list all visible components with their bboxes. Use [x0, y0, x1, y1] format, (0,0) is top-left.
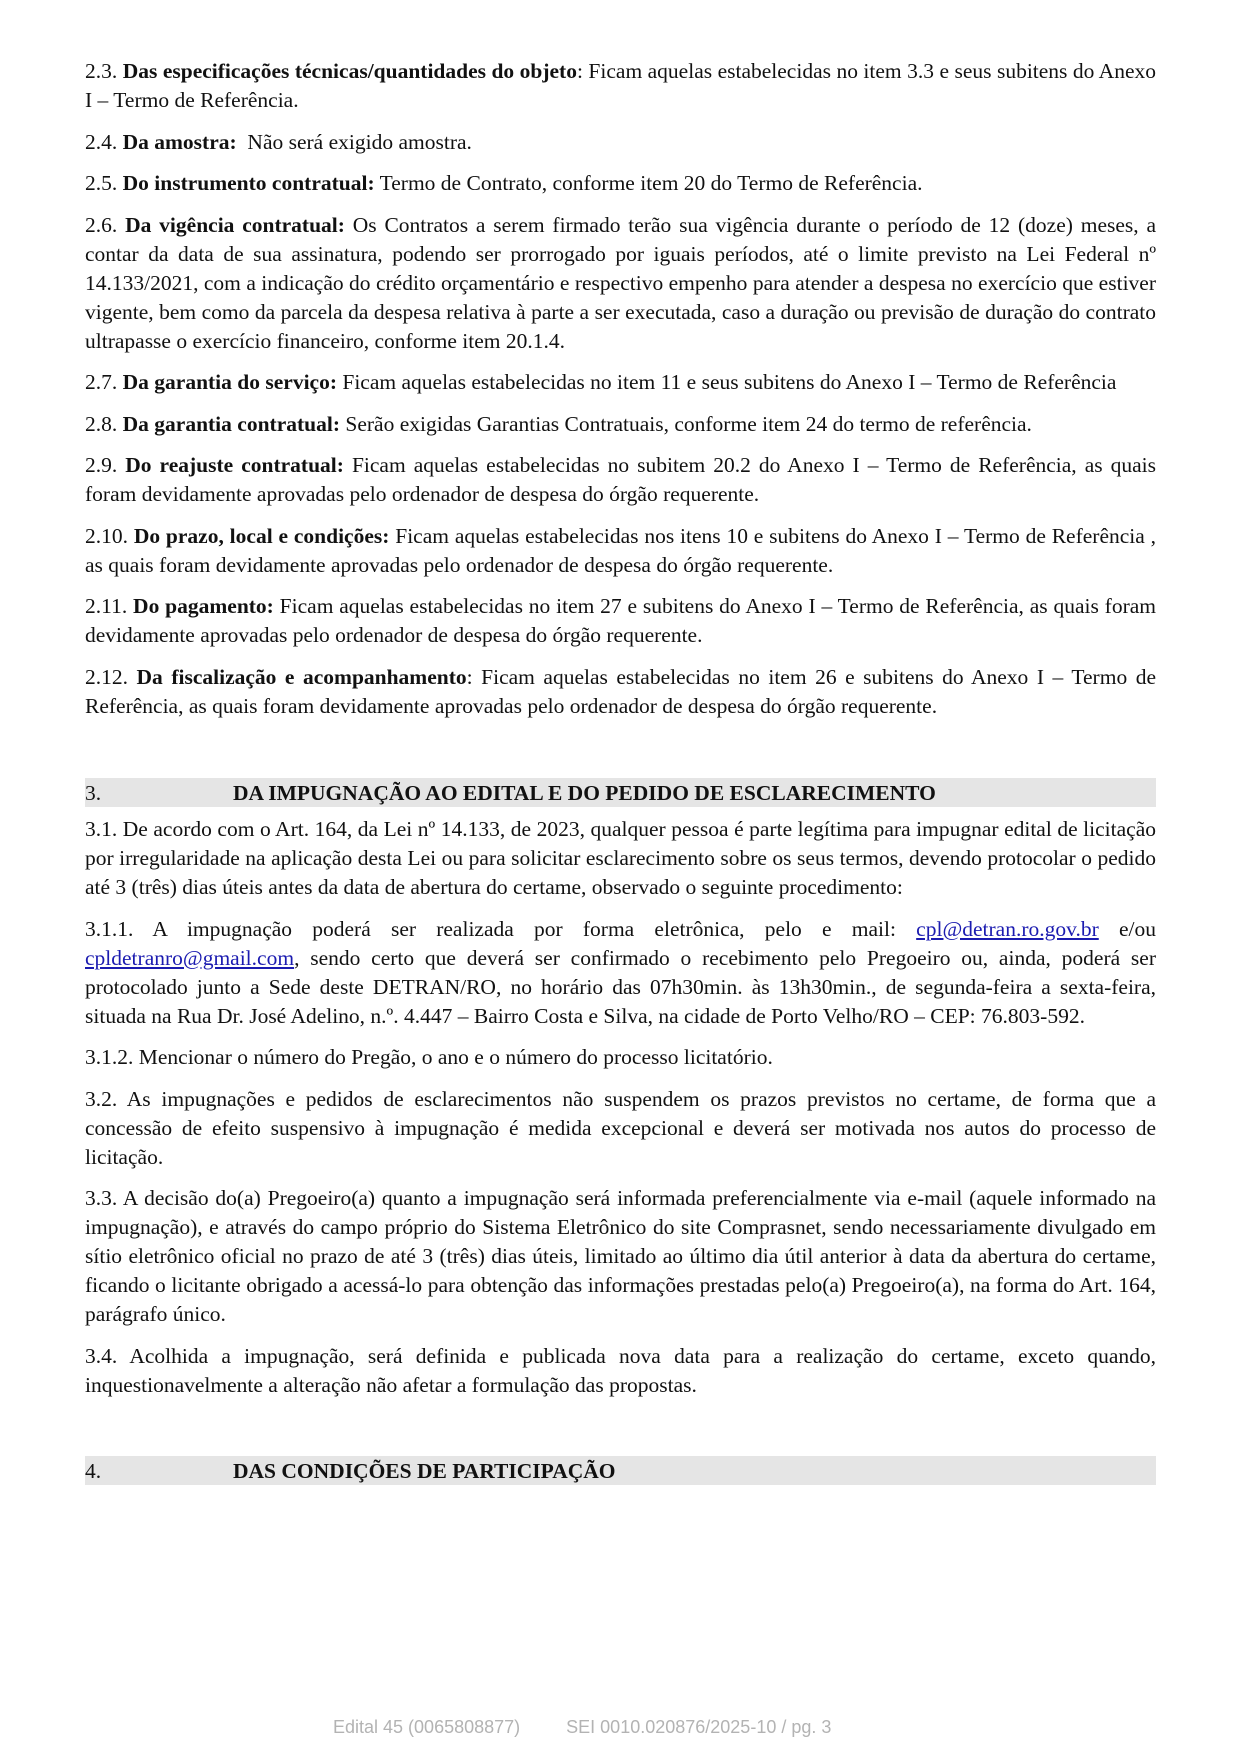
clause-text: Serão exigidas Garantias Contratuais, conforme item 24 do termo de referência. [340, 411, 1032, 436]
section-number: 3. [85, 781, 102, 805]
clause-heading: Do pagamento: [133, 594, 274, 618]
clause-text: 3.1.1. A impugnação poderá ser realizada por forma eletrônica, pelo e mail: [85, 916, 917, 941]
clause-2-3 [85, 57, 1156, 115]
clause-3-3: 3.3. A decisão do(a) Pregoeiro(a) quanto a impugnação será informada preferencialmente via e-mail (aquele informado na impugnação), e através do campo próprio do Sistema Eletrônico do site Comprasnet, sendo necessariamente divulgado em sítio eletrônico oficial no prazo de até 3 (três) dias úteis, limitado ao último dia útil anterior à data da abertura do certame, ficando o licitante obrigado a acessá-lo para obtenção das informações prestadas pelo(a) Pregoeiro(a), na forma do Art. 164, parágrafo único. [85, 1186, 1156, 1326]
clause-heading: Da garantia contratual: [122, 411, 340, 436]
clause-number: 2.9. [85, 453, 118, 477]
clause-number: 2.7. [85, 370, 118, 394]
clause-heading: Da garantia do serviço: [122, 370, 337, 394]
clause-text: Ficam aquelas estabelecidas no item 3.3 e seus subitens do Anexo I – Termo de Referência. [85, 59, 1156, 112]
email-link-gmail[interactable]: cpldetranro@gmail.com [85, 945, 295, 970]
clause-heading: Do reajuste contratual: [125, 453, 344, 477]
clause-2-11 [85, 592, 1156, 650]
section-3-heading [85, 778, 1156, 807]
clause-sep: : [576, 59, 583, 83]
clause-text: Ficam aquelas estabelecidas no item 26 e subitens do Anexo I – Termo de Referência, as quais foram devidamente aprovadas pelo ordenador de despesa do órgão requerente. [85, 664, 1157, 718]
clause-number: 2.12. [85, 664, 128, 689]
footer-document-reference: Edital 45 (0065808877) [333, 1717, 521, 1737]
clause-text: Ficam aquelas estabelecidas nos itens 10 e subitens do Anexo I – Termo de Referência , as quais foram devidamente aprovadas pelo ordenador de despesa do órgão requerente. [85, 523, 1156, 577]
clause-heading: Da amostra: [122, 129, 237, 154]
clause-2-6 [85, 211, 1156, 356]
email-link-detran[interactable]: cpl@detran.ro.gov.br [916, 916, 1099, 941]
clause-heading: Do instrumento contratual: [122, 171, 375, 195]
section-4-heading [85, 1456, 1156, 1485]
clause-heading: Da fiscalização e acompanhamento [136, 664, 467, 689]
clause-3-4: 3.4. Acolhida a impugnação, será definida e publicada nova data para a realização do certame, exceto quando, inquestionavelmente a alteração não afetar a formulação das propostas. [85, 1343, 1156, 1397]
clause-text: e/ou [1098, 916, 1156, 941]
section-title: DA IMPUGNAÇÃO AO EDITAL E DO PEDIDO DE ESCLARECIMENTO [233, 781, 936, 805]
clause-text: Ficam aquelas estabelecidas no item 11 e seus subitens do Anexo I – Termo de Referência [337, 370, 1117, 394]
section-title: DAS CONDIÇÕES DE PARTICIPAÇÃO [233, 1459, 616, 1483]
clause-number: 2.11. [85, 594, 128, 618]
clause-2-5 [85, 169, 1156, 198]
clause-2-8 [85, 410, 1156, 439]
section-number: 4. [85, 1459, 102, 1483]
clause-2-12 [85, 663, 1156, 721]
clause-sep: : [466, 664, 473, 689]
clause-2-4 [85, 128, 1156, 157]
footer-sei-reference: SEI 0010.020876/2025-10 / pg. 3 [566, 1717, 832, 1737]
clause-number: 2.10. [85, 523, 128, 548]
clause-number: 2.6. [85, 212, 118, 237]
clause-number: 2.8. [85, 411, 118, 436]
page-footer [333, 1717, 831, 1738]
clause-number: 2.3. [85, 59, 118, 83]
clause-text: , sendo certo que deverá ser confirmado o recebimento pelo Pregoeiro ou, ainda, poderá ser protocolado junto a Sede deste DETRAN/RO, no horário das 07h30min. às 13h30min., de segunda-feira a sexta-feira, situada na Rua Dr. José Adelino, n.º. 4.447 – Bairro Costa e Silva, na cidade de Porto Velho/RO – CEP: 76.803-592. [85, 945, 1156, 1028]
clause-3-1: 3.1. De acordo com o Art. 164, da Lei nº 14.133, de 2023, qualquer pessoa é parte legítima para impugnar edital de licitação por irregularidade na aplicação desta Lei ou para solicitar esclarecimento sobre os seus termos, devendo protocolar o pedido até 3 (três) dias úteis antes da data de abertura do certame, observado o seguinte procedimento: [85, 817, 1156, 899]
clause-3-1-2: 3.1.2. Mencionar o número do Pregão, o ano e o número do processo licitatório. [85, 1045, 773, 1069]
clause-text: Ficam aquelas estabelecidas no subitem 20.2 do Anexo I – Termo de Referência, as quais foram devidamente aprovadas pelo ordenador de despesa do órgão requerente. [85, 453, 1156, 506]
clause-text: Termo de Contrato, conforme item 20 do Termo de Referência. [374, 171, 923, 195]
clause-3-2: 3.2. As impugnações e pedidos de esclarecimentos não suspendem os prazos previstos no certame, de forma que a concessão de efeito suspensivo à impugnação é medida excepcional e deverá ser motivada nos autos do processo de licitação. [85, 1086, 1156, 1169]
clause-2-10 [85, 522, 1156, 580]
clause-number: 2.5. [85, 171, 118, 195]
document-page [85, 57, 1156, 1493]
spacer [85, 733, 1156, 778]
clause-2-9 [85, 451, 1156, 509]
clause-2-7 [85, 368, 1156, 397]
clause-number: 2.4. [85, 129, 118, 154]
clause-text: Os Contratos a serem firmado terão sua vigência durante o período de 12 (doze) meses, a contar da data de sua assinatura, podendo ser prorrogado por iguais períodos, até o limite previsto na Lei Federal nº 14.133/2021, com a indicação do crédito orçamentário e respectivo empenho para atender a despesa no exercício que estiver vigente, bem como da parcela da despesa relativa à parte a ser executada, caso a duração ou previsão de duração do contrato ultrapasse o exercício financeiro, conforme item 20.1.4. [85, 212, 1156, 353]
clause-heading: Das especificações técnicas/quantidades do objeto [122, 59, 577, 83]
clause-heading: Da vigência contratual: [125, 212, 345, 237]
spacer [85, 1412, 1156, 1456]
clause-text: Ficam aquelas estabelecidas no item 27 e subitens do Anexo I – Termo de Referência, as quais foram devidamente aprovadas pelo ordenador de despesa do órgão requerente. [85, 594, 1157, 647]
clause-heading: Do prazo, local e condições: [133, 523, 390, 548]
clause-text: Não será exigido amostra. [236, 129, 472, 154]
clause-3-1-1 [85, 915, 1156, 1031]
